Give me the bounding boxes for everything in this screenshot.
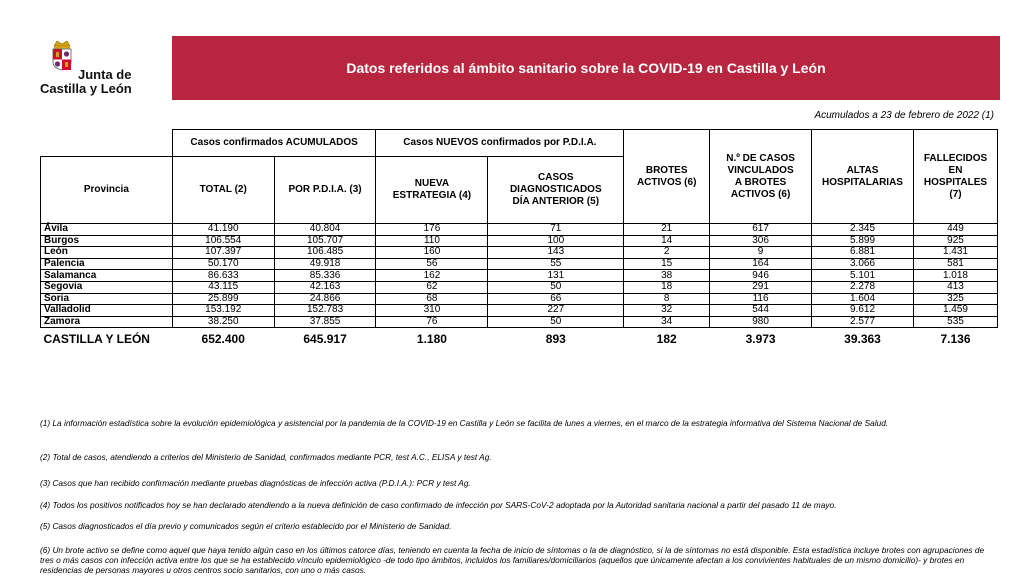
cell-altas: 6.881 bbox=[812, 247, 914, 259]
cell-diag: 71 bbox=[488, 224, 624, 236]
cell-total: 38.250 bbox=[172, 316, 274, 328]
footnote-5: (5) Casos diagnosticados el día previo y comunicados según el criterio establecido por el Ministerio de Sanidad. bbox=[40, 521, 452, 531]
total-row bbox=[41, 328, 998, 346]
cell-fallecidos: 413 bbox=[913, 281, 997, 293]
header-vinculados-l4: ACTIVOS (6) bbox=[730, 188, 791, 200]
footnote-6: (6) Un brote activo se define como aquel que haya tenido algún caso en los últimos catorce días, teniendo en cuenta la fecha de inicio de síntomas o la de diagnóstico, si la de síntomas no está disponible. Esta estadística incluye brotes con agrupaciones de tres o más casos con infección activa entre los que se ha establecido vínculo epidemiológico -de todo tipo ámbitos, incluidos los familiares/domiciliarios (aquellos que únicamente afectan a los convivientes habituales de un mismo domicilio)- y brotes en residencias de personas mayores u otros centros socio sanitarios, con uno o más casos. bbox=[40, 545, 985, 575]
cell-vinculados: 9 bbox=[710, 247, 812, 259]
table-row bbox=[41, 281, 998, 293]
header-nueva-l2: ESTRATEGIA (4) bbox=[392, 190, 472, 201]
header-group-nuevos: Casos NUEVOS confirmados por P.D.I.A. bbox=[376, 130, 624, 157]
header-diag-l3: DÍA ANTERIOR (5) bbox=[512, 196, 600, 207]
header-nueva-l1: NUEVA bbox=[414, 178, 450, 189]
cell-fallecidos: 1.018 bbox=[913, 270, 997, 282]
header-vinculados bbox=[710, 130, 812, 224]
cell-fallecidos: 449 bbox=[913, 224, 997, 236]
header-altas-l1: ALTAS bbox=[846, 164, 879, 176]
header-fallecidos-l4: (7) bbox=[949, 188, 962, 200]
header-nueva-estrategia bbox=[376, 157, 488, 224]
cell-provincia: Palencia bbox=[41, 258, 173, 270]
header-provincia: Provincia bbox=[41, 157, 173, 224]
cell-altas: 2.278 bbox=[812, 281, 914, 293]
cell-nueva: 68 bbox=[376, 293, 488, 305]
header-fallecidos-l3: HOSPITALES bbox=[923, 176, 988, 188]
cell-pdia: 106.485 bbox=[274, 247, 376, 259]
header-pdia: POR P.D.I.A. (3) bbox=[274, 157, 376, 224]
cell-fallecidos: 535 bbox=[913, 316, 997, 328]
footnote-4: (4) Todos los positivos notificados hoy se han declarado atendiendo a la nueva definición de caso confirmado de infección por SARS-CoV-2 adoptada por la Autoridad sanitaria nacional a partir del pasado 11 de mayo. bbox=[40, 500, 837, 510]
logo-line-1: Junta de bbox=[78, 67, 132, 82]
header-vinculados-l1: N.º DE CASOS bbox=[726, 152, 795, 164]
header-brotes-l1: BROTES bbox=[645, 164, 688, 176]
cell-provincia: Segovia bbox=[41, 281, 173, 293]
header-diagnosticados bbox=[488, 157, 624, 224]
cell-total: 41.190 bbox=[172, 224, 274, 236]
cell-nueva: 310 bbox=[376, 305, 488, 317]
cell-nueva: 160 bbox=[376, 247, 488, 259]
cell-pdia: 49.918 bbox=[274, 258, 376, 270]
cell-provincia: Salamanca bbox=[41, 270, 173, 282]
total-label: CASTILLA Y LEÓN bbox=[43, 331, 150, 346]
header-brotes-l2: ACTIVOS (6) bbox=[636, 176, 697, 188]
footnote-1: (1) La información estadística sobre la evolución epidemiológica y asistencial por la pandemia de la COVID-19 en Castilla y León se facilita de lunes a viernes, en el marco de la estrategia informativa del Sistema Nacional de Salud. bbox=[40, 418, 889, 428]
header-altas bbox=[812, 130, 914, 224]
cell-nueva: 76 bbox=[376, 316, 488, 328]
cell-diag: 143 bbox=[488, 247, 624, 259]
total-brotes: 182 bbox=[656, 331, 677, 346]
cell-total: 153.192 bbox=[172, 305, 274, 317]
header-group-acumulados: Casos confirmados ACUMULADOS bbox=[172, 130, 376, 157]
header-vinculados-l2: VINCULADOS bbox=[727, 164, 794, 176]
cell-provincia: Burgos bbox=[41, 235, 173, 247]
cell-fallecidos: 325 bbox=[913, 293, 997, 305]
cell-provincia: León bbox=[41, 247, 173, 259]
cell-fallecidos: 1.459 bbox=[913, 305, 997, 317]
cell-vinculados: 306 bbox=[710, 235, 812, 247]
cell-diag: 50 bbox=[488, 281, 624, 293]
table-row bbox=[41, 270, 998, 282]
total-fallecidos: 7.136 bbox=[940, 331, 971, 346]
cell-brotes: 8 bbox=[624, 293, 710, 305]
cell-pdia: 85.336 bbox=[274, 270, 376, 282]
table-row bbox=[41, 247, 998, 259]
cell-vinculados: 980 bbox=[710, 316, 812, 328]
cell-pdia: 40.804 bbox=[274, 224, 376, 236]
cell-diag: 50 bbox=[488, 316, 624, 328]
cell-vinculados: 291 bbox=[710, 281, 812, 293]
covid-data-table bbox=[40, 129, 998, 346]
header-diag-l1: CASOS bbox=[538, 172, 574, 183]
footnote-2: (2) Total de casos, atendiendo a criterios del Ministerio de Sanidad, confirmados mediante PCR, test A.C., ELISA y test Ag. bbox=[40, 452, 492, 462]
cell-altas: 1.604 bbox=[812, 293, 914, 305]
cell-vinculados: 617 bbox=[710, 224, 812, 236]
header-brotes bbox=[624, 130, 710, 224]
cell-total: 106.554 bbox=[172, 235, 274, 247]
cell-altas: 2.345 bbox=[812, 224, 914, 236]
header-fallecidos-l2: EN bbox=[948, 164, 963, 176]
total-diag: 893 bbox=[545, 331, 566, 346]
cell-nueva: 176 bbox=[376, 224, 488, 236]
cell-brotes: 32 bbox=[624, 305, 710, 317]
cell-diag: 131 bbox=[488, 270, 624, 282]
cell-diag: 227 bbox=[488, 305, 624, 317]
table-row bbox=[41, 258, 998, 270]
cell-nueva: 62 bbox=[376, 281, 488, 293]
cell-pdia: 37.855 bbox=[274, 316, 376, 328]
cell-nueva: 162 bbox=[376, 270, 488, 282]
header-vinculados-l3: A BROTES bbox=[734, 176, 787, 188]
as-of-date: Acumulados a 23 de febrero de 2022 (1) bbox=[814, 110, 994, 121]
cell-diag: 66 bbox=[488, 293, 624, 305]
cell-altas: 2.577 bbox=[812, 316, 914, 328]
cell-vinculados: 544 bbox=[710, 305, 812, 317]
cell-nueva: 56 bbox=[376, 258, 488, 270]
header-corner bbox=[41, 130, 173, 157]
cell-brotes: 34 bbox=[624, 316, 710, 328]
cell-brotes: 38 bbox=[624, 270, 710, 282]
cell-vinculados: 946 bbox=[710, 270, 812, 282]
cell-provincia: Ávila bbox=[41, 224, 173, 236]
cell-provincia: Zamora bbox=[41, 316, 173, 328]
cell-brotes: 14 bbox=[624, 235, 710, 247]
cell-total: 86.633 bbox=[172, 270, 274, 282]
page-title: Datos referidos al ámbito sanitario sobre la COVID-19 en Castilla y León bbox=[346, 60, 826, 76]
cell-diag: 55 bbox=[488, 258, 624, 270]
cell-fallecidos: 925 bbox=[913, 235, 997, 247]
header-fallecidos-l1: FALLECIDOS bbox=[923, 152, 988, 164]
logo-line-2: Castilla y León bbox=[40, 81, 132, 96]
header-total: TOTAL (2) bbox=[172, 157, 274, 224]
cell-altas: 3.066 bbox=[812, 258, 914, 270]
cell-total: 50.170 bbox=[172, 258, 274, 270]
cell-total: 43.115 bbox=[172, 281, 274, 293]
table-row bbox=[41, 235, 998, 247]
cell-pdia: 42.163 bbox=[274, 281, 376, 293]
total-nueva: 1.180 bbox=[416, 331, 447, 346]
cell-vinculados: 116 bbox=[710, 293, 812, 305]
cell-diag: 100 bbox=[488, 235, 624, 247]
cell-pdia: 152.783 bbox=[274, 305, 376, 317]
cell-vinculados: 164 bbox=[710, 258, 812, 270]
header-diag-l2: DIAGNOSTICADOS bbox=[509, 184, 602, 195]
total-vinculados: 3.973 bbox=[745, 331, 776, 346]
total-total: 652.400 bbox=[201, 331, 245, 346]
cell-altas: 5.899 bbox=[812, 235, 914, 247]
cell-pdia: 105.707 bbox=[274, 235, 376, 247]
title-banner bbox=[172, 36, 1000, 100]
cell-pdia: 24.866 bbox=[274, 293, 376, 305]
header-altas-l2: HOSPITALARIAS bbox=[822, 176, 903, 188]
footnote-3: (3) Casos que han recibido confirmación mediante pruebas diagnósticas de infección activa (P.D.I.A.): PCR y test Ag. bbox=[40, 478, 471, 488]
total-pdia: 645.917 bbox=[303, 331, 347, 346]
cell-altas: 9.612 bbox=[812, 305, 914, 317]
cell-brotes: 15 bbox=[624, 258, 710, 270]
junta-logo bbox=[40, 38, 150, 100]
cell-nueva: 110 bbox=[376, 235, 488, 247]
cell-brotes: 21 bbox=[624, 224, 710, 236]
cell-fallecidos: 581 bbox=[913, 258, 997, 270]
cell-altas: 5.101 bbox=[812, 270, 914, 282]
cell-brotes: 18 bbox=[624, 281, 710, 293]
cell-fallecidos: 1.431 bbox=[913, 247, 997, 259]
table-row bbox=[41, 224, 998, 236]
table-row bbox=[41, 316, 998, 328]
table-row bbox=[41, 305, 998, 317]
cell-total: 25.899 bbox=[172, 293, 274, 305]
table-row bbox=[41, 293, 998, 305]
cell-provincia: Valladolid bbox=[41, 305, 173, 317]
header-fallecidos bbox=[913, 130, 997, 224]
cell-brotes: 2 bbox=[624, 247, 710, 259]
cell-provincia: Soria bbox=[41, 293, 173, 305]
logo-text bbox=[40, 68, 132, 96]
cell-total: 107.397 bbox=[172, 247, 274, 259]
total-altas: 39.363 bbox=[844, 331, 881, 346]
